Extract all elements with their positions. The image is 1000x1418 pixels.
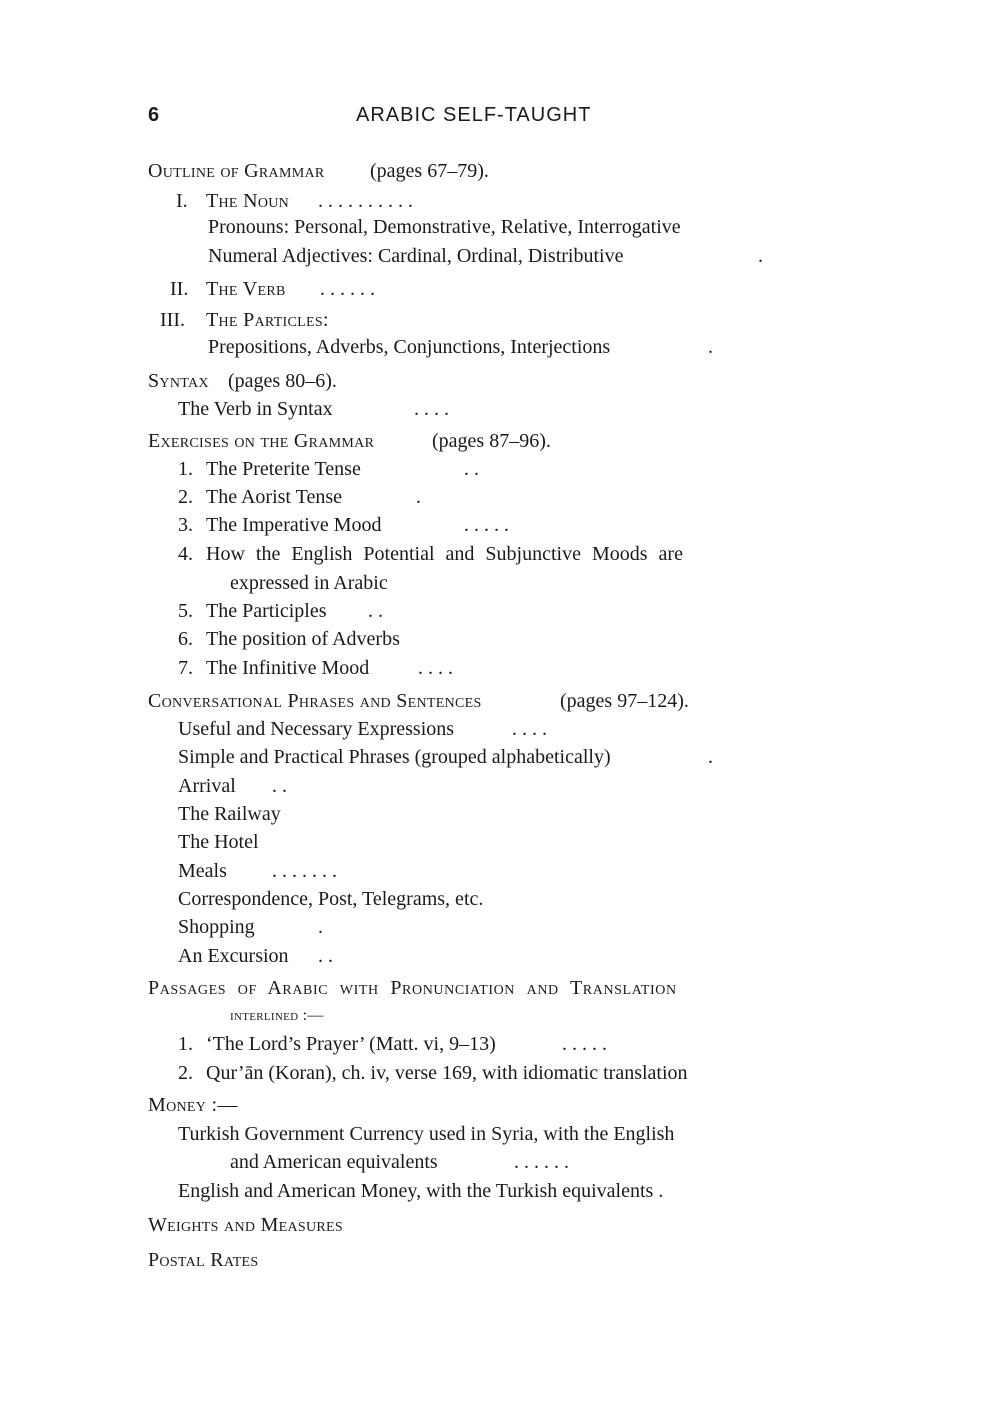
entry-title: The Verb in Syntax	[178, 398, 333, 420]
entry-title: Shopping	[178, 916, 255, 938]
leader-dots: . . . . .	[464, 514, 509, 536]
entry-title: The Verb	[206, 278, 286, 300]
page-range: (pages 87–96).	[432, 430, 551, 452]
leader-dots: . . . . .	[562, 1033, 607, 1055]
page-range: (pages 97–124).	[560, 690, 689, 712]
entry-number: 4.	[178, 543, 193, 565]
leader-dots: . . . . . . . . . .	[318, 190, 413, 212]
leader-dots: .	[758, 245, 763, 267]
entry-title: The Aorist Tense	[206, 486, 342, 508]
leader-dots: . .	[318, 945, 333, 967]
entry-number: 3.	[178, 514, 193, 536]
page-number: 6	[148, 104, 160, 126]
leader-dots: . .	[272, 775, 287, 797]
entry-title: The Imperative Mood	[206, 514, 382, 536]
entry-title: The Participles	[206, 600, 327, 622]
entry-title: Qur’ān (Koran), ch. iv, verse 169, with idiomatic translation	[206, 1062, 688, 1084]
section-heading: Postal Rates	[148, 1249, 259, 1271]
page-range: (pages 67–79).	[370, 160, 489, 182]
leader-dots: .	[708, 746, 713, 768]
entry-number: 7.	[178, 657, 193, 679]
entry-title: The Hotel	[178, 831, 259, 853]
section-heading: Weights and Measures	[148, 1214, 343, 1236]
entry-title: ‘The Lord’s Prayer’ (Matt. vi, 9–13)	[206, 1033, 496, 1055]
entry-title: The Railway	[178, 803, 281, 825]
entry-title: Correspondence, Post, Telegrams, etc.	[178, 888, 484, 910]
entry-number: 5.	[178, 600, 193, 622]
entry-title: The Infinitive Mood	[206, 657, 370, 679]
entry-number: 1.	[178, 1033, 193, 1055]
leader-dots: .	[318, 916, 323, 938]
entry-title: and American equivalents	[230, 1151, 438, 1173]
section-heading: Conversational Phrases and Sentences	[148, 690, 482, 712]
section-heading-continued: interlined :—	[230, 1007, 324, 1024]
leader-dots: . . . . . .	[514, 1151, 569, 1173]
entry-title: An Excursion	[178, 945, 289, 967]
entry-title: Arrival	[178, 775, 236, 797]
leader-dots: . . . .	[418, 657, 453, 679]
section-heading: Passages of Arabic with Pronunciation and Translation	[148, 977, 677, 999]
entry-title: The Preterite Tense	[206, 458, 361, 480]
entry-title: The Noun	[206, 190, 290, 212]
section-heading: Syntax	[148, 370, 209, 392]
leader-dots: . . . . . .	[320, 278, 375, 300]
running-title: ARABIC SELF-TAUGHT	[356, 104, 592, 126]
entry-title: Prepositions, Adverbs, Conjunctions, Interjections	[208, 336, 611, 358]
entry-title: The Particles:	[206, 309, 329, 331]
entry-title: Turkish Government Currency used in Syria, with the English	[178, 1123, 675, 1145]
leader-dots: . .	[368, 600, 383, 622]
page-range: (pages 80–6).	[228, 370, 337, 392]
entry-title: Simple and Practical Phrases (grouped alphabetically)	[178, 746, 611, 768]
entry-title: Meals	[178, 860, 227, 882]
section-heading: Exercises on the Grammar	[148, 430, 375, 452]
entry-number: II.	[170, 278, 189, 300]
leader-dots: . . . . . . .	[272, 860, 337, 882]
section-heading: Money :—	[148, 1094, 238, 1116]
entry-number: 2.	[178, 486, 193, 508]
entry-title: expressed in Arabic	[230, 572, 388, 594]
entry-number: I.	[176, 190, 188, 212]
entry-number: 1.	[178, 458, 193, 480]
entry-title: English and American Money, with the Turkish equivalents .	[178, 1180, 664, 1202]
leader-dots: . .	[464, 458, 479, 480]
page-header	[148, 104, 768, 134]
leader-dots: . . . .	[512, 718, 547, 740]
entry-number: 6.	[178, 628, 193, 650]
entry-title: How the English Potential and Subjunctive Moods are	[206, 543, 683, 565]
entry-title: Numeral Adjectives: Cardinal, Ordinal, Distributive	[208, 245, 624, 267]
entry-title: Pronouns: Personal, Demonstrative, Relative, Interrogative	[208, 216, 681, 238]
entry-number: 2.	[178, 1062, 193, 1084]
entry-title: Useful and Necessary Expressions	[178, 718, 455, 740]
leader-dots: . . . .	[414, 398, 449, 420]
leader-dots: .	[416, 486, 421, 508]
entry-number: III.	[160, 309, 185, 331]
section-heading: Outline of Grammar	[148, 160, 325, 182]
entry-title: The position of Adverbs	[206, 628, 400, 650]
leader-dots: .	[708, 336, 713, 358]
